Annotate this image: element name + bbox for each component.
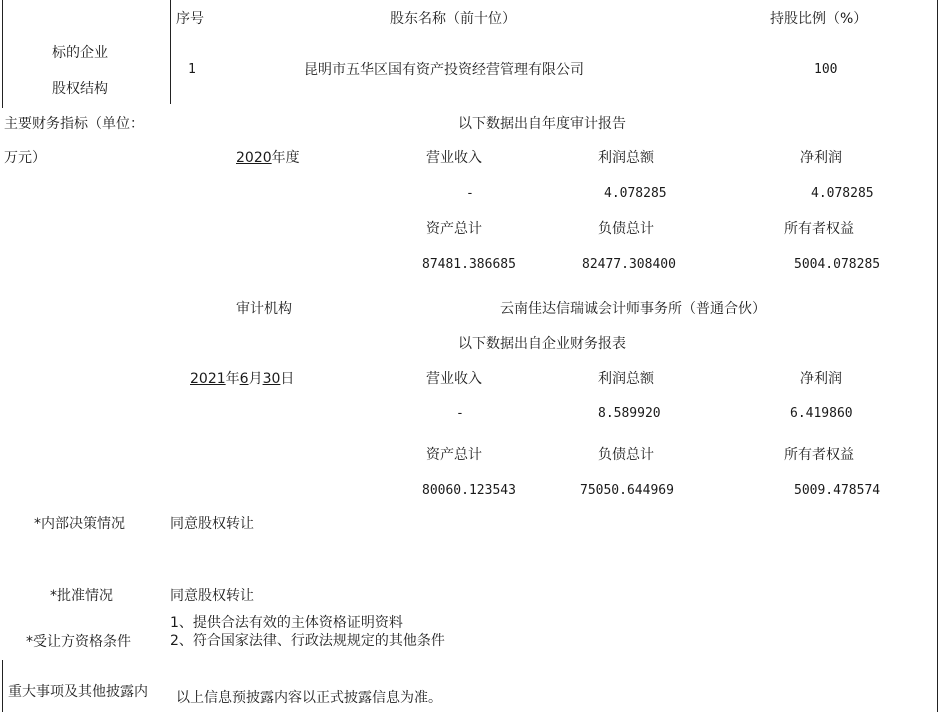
report-header-total-profit: 利润总额 xyxy=(598,371,654,387)
right-border xyxy=(937,0,938,712)
annual-total-profit-value: 4.078285 xyxy=(604,186,667,201)
annual-year-number: 2020 xyxy=(236,150,272,166)
qualification-label: *受让方资格条件 xyxy=(26,634,131,650)
report-header-total-liabilities: 负债总计 xyxy=(598,447,654,463)
report-header-owner-equity: 所有者权益 xyxy=(784,447,854,463)
report-total-liabilities-value: 75050.644969 xyxy=(580,483,674,498)
shareholder-section-label-2: 股权结构 xyxy=(52,81,108,97)
finance-label-1: 主要财务指标（单位： xyxy=(4,116,144,132)
audit-agency-label: 审计机构 xyxy=(236,301,292,317)
shareholder-section-label-1: 标的企业 xyxy=(52,45,108,61)
annual-header-total-liabilities: 负债总计 xyxy=(598,221,654,237)
report-owner-equity-value: 5009.478574 xyxy=(794,483,881,498)
annual-year-suffix: 年度 xyxy=(271,150,300,166)
annual-header-owner-equity: 所有者权益 xyxy=(784,221,854,237)
annual-audit-title: 以下数据出自年度审计报告 xyxy=(458,116,626,132)
annual-net-profit-value: 4.078285 xyxy=(811,186,874,201)
row-seq: 1 xyxy=(188,62,196,77)
qualification-item-1: 1、提供合法有效的主体资格证明资料 xyxy=(170,615,403,631)
header-seq: 序号 xyxy=(176,11,204,27)
report-date-day: 30 xyxy=(262,371,281,387)
report-date-year-char: 年 xyxy=(225,371,240,387)
row-shareholder-name: 昆明市五华区国有资产投资经营管理有限公司 xyxy=(304,62,584,78)
audit-agency-name: 云南佳达信瑞诚会计师事务所（普通合伙） xyxy=(500,301,766,317)
report-total-profit-value: 8.589920 xyxy=(598,406,661,421)
report-date-year: 2021 xyxy=(190,371,226,387)
approval-label: *批准情况 xyxy=(50,588,113,604)
annual-header-total-profit: 利润总额 xyxy=(598,150,654,166)
report-revenue-value: - xyxy=(456,406,464,421)
financial-report-title: 以下数据出自企业财务报表 xyxy=(458,336,626,352)
row-share-ratio: 100 xyxy=(814,62,838,77)
annual-header-revenue: 营业收入 xyxy=(426,150,482,166)
qualification-item-2: 2、符合国家法律、行政法规规定的其他条件 xyxy=(170,633,445,649)
disclosure-label: 重大事项及其他披露内 xyxy=(8,684,148,700)
annual-header-total-assets: 资产总计 xyxy=(426,221,482,237)
internal-decision-label: *内部决策情况 xyxy=(34,516,125,532)
report-net-profit-value: 6.419860 xyxy=(790,406,853,421)
header-share-ratio: 持股比例（%） xyxy=(770,11,868,27)
report-date-month: 6 xyxy=(239,371,249,387)
report-header-revenue: 营业收入 xyxy=(426,371,482,387)
report-header-total-assets: 资产总计 xyxy=(426,447,482,463)
internal-decision-value: 同意股权转让 xyxy=(170,516,254,532)
report-date-month-char: 月 xyxy=(248,371,263,387)
left-border-bottom xyxy=(2,660,3,712)
left-border-top xyxy=(2,0,3,108)
annual-header-net-profit: 净利润 xyxy=(800,150,842,166)
annual-owner-equity-value: 5004.078285 xyxy=(794,257,881,272)
annual-revenue-value: - xyxy=(466,186,474,201)
annual-total-liabilities-value: 82477.308400 xyxy=(582,257,676,272)
shareholder-divider xyxy=(170,0,171,104)
annual-year xyxy=(236,150,300,166)
disclosure-value: 以上信息预披露内容以正式披露信息为准。 xyxy=(176,690,442,706)
report-header-net-profit: 净利润 xyxy=(800,371,842,387)
report-total-assets-value: 80060.123543 xyxy=(422,483,516,498)
report-date-day-char: 日 xyxy=(280,371,295,387)
finance-label-2: 万元） xyxy=(4,150,46,166)
header-shareholder-name: 股东名称（前十位） xyxy=(390,11,516,27)
annual-total-assets-value: 87481.386685 xyxy=(422,257,516,272)
report-date xyxy=(190,371,294,387)
approval-value: 同意股权转让 xyxy=(170,588,254,604)
